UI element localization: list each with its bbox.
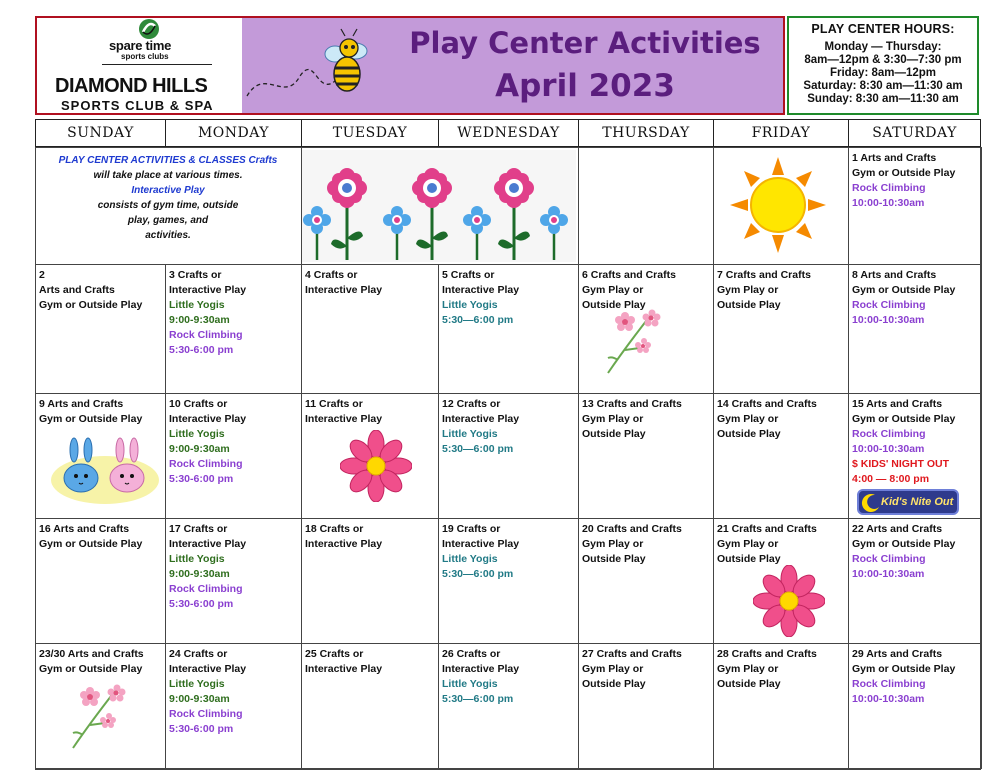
cell-line: 17 Crafts or (169, 523, 228, 535)
day-cell (713, 643, 848, 769)
cell-line: Gym Play or (582, 284, 644, 296)
page-title: Play Center Activities (409, 26, 761, 60)
cell-line: 10:00-10:30am (852, 693, 925, 705)
cell-line: 5 Crafts or (442, 269, 495, 281)
cell-line: Outside Play (582, 428, 646, 440)
day-cell (848, 264, 981, 393)
cell-line: Interactive Play (169, 538, 247, 550)
cell-line: Rock Climbing (169, 329, 243, 341)
cell-line: 28 Crafts and Crafts (717, 648, 817, 660)
cell-line: 14 Crafts and Crafts (717, 398, 817, 410)
pink-daisy-icon (340, 430, 412, 502)
day-cell (578, 147, 713, 264)
day-cell (301, 264, 438, 393)
day-header-wednesday: WEDNESDAY (438, 119, 578, 147)
cell-line: Interactive Play (305, 663, 383, 675)
cell-line: Rock Climbing (169, 458, 243, 470)
cell-line: Outside Play (582, 678, 646, 690)
intro-line: Interactive Play (131, 185, 205, 196)
moon-icon (861, 493, 881, 513)
cell-line: Little Yogis (169, 678, 225, 690)
cell-line: Gym or Outside Play (39, 538, 143, 550)
cell-line: 5:30-6:00 pm (169, 723, 234, 735)
cell-line: 19 Crafts or (442, 523, 501, 535)
cell-line: Rock Climbing (169, 708, 243, 720)
cell-line: 7 Crafts and Crafts (717, 269, 811, 281)
cell-line: 6 Crafts and Crafts (582, 269, 676, 281)
cell-line: Gym or Outside Play (852, 663, 956, 675)
logo-block (37, 18, 242, 113)
cell-line: Outside Play (717, 553, 781, 565)
intro-line: play, games, and (127, 215, 209, 226)
bee-icon (245, 26, 385, 112)
flowers-banner-icon (302, 150, 576, 262)
cell-line: 9:00-9:30am (169, 443, 230, 455)
cell-line: Interactive Play (169, 663, 247, 675)
cell-line: Interactive Play (305, 413, 383, 425)
cell-line: 21 Crafts and Crafts (717, 523, 817, 535)
cell-line: 12 Crafts or (442, 398, 501, 410)
cell-line: Little Yogis (169, 428, 225, 440)
cell-line: 1 Arts and Crafts (852, 152, 937, 164)
cell-line: Rock Climbing (852, 428, 926, 440)
cell-line: Gym or Outside Play (852, 413, 956, 425)
cell-line: Interactive Play (442, 284, 520, 296)
cell-line: Little Yogis (442, 299, 498, 311)
cell-line: Little Yogis (169, 299, 225, 311)
cell-line: Gym or Outside Play (852, 167, 956, 179)
club-name: DIAMOND HILLS (55, 75, 208, 97)
day-cell (713, 393, 848, 518)
cell-line: Gym Play or (582, 538, 644, 550)
cell-line: 10 Crafts or (169, 398, 228, 410)
cell-line: Little Yogis (442, 678, 498, 690)
grid-right-border (980, 147, 982, 769)
day-header-monday: MONDAY (165, 119, 301, 147)
brand-top: spare time (109, 38, 172, 53)
day-cell (848, 518, 981, 643)
day-cell (301, 518, 438, 643)
day-cell (165, 518, 301, 643)
spare-time-logo-icon (138, 18, 160, 40)
cell-line: Rock Climbing (852, 678, 926, 690)
cell-line: 26 Crafts or (442, 648, 501, 660)
cell-line: Outside Play (717, 299, 781, 311)
cell-line: Gym Play or (717, 538, 779, 550)
day-cell (713, 264, 848, 393)
cell-line: 9:00-9:30am (169, 314, 230, 326)
cell-line: Gym Play or (717, 413, 779, 425)
cell-line: Little Yogis (169, 553, 225, 565)
cell-line: 4:00 — 8:00 pm (852, 473, 930, 485)
club-subtitle: SPORTS CLUB & SPA (61, 98, 214, 113)
hours-line: 8am—12pm & 3:30—7:30 pm (804, 54, 962, 66)
cell-line: Little Yogis (442, 428, 498, 440)
cell-line: Gym or Outside Play (852, 284, 956, 296)
cell-line: Interactive Play (442, 413, 520, 425)
day-cell (165, 264, 301, 393)
cell-line: 10:00-10:30am (852, 443, 925, 455)
cell-line: Interactive Play (442, 663, 520, 675)
cell-line: 9:00-9:30am (169, 693, 230, 705)
cell-line: 9 Arts and Crafts (39, 398, 124, 410)
cell-line: Rock Climbing (852, 553, 926, 565)
kids-nite-out-badge (857, 489, 959, 515)
cell-line: Rock Climbing (852, 182, 926, 194)
day-cell (301, 643, 438, 769)
cell-line: 5:30—6:00 pm (442, 568, 514, 580)
cell-line: Interactive Play (305, 284, 383, 296)
intro-line: PLAY CENTER ACTIVITIES & CLASSES Crafts (58, 155, 278, 166)
cell-line: Interactive Play (442, 538, 520, 550)
cell-line: Outside Play (582, 553, 646, 565)
cell-line: Gym Play or (717, 284, 779, 296)
day-cell (578, 518, 713, 643)
cell-line: Gym or Outside Play (852, 538, 956, 550)
day-cell (438, 264, 578, 393)
day-header-thursday: THURSDAY (578, 119, 713, 147)
cell-line: Outside Play (582, 299, 646, 311)
sun-icon (728, 155, 828, 255)
bunnies-icon (50, 436, 160, 506)
day-cell (35, 518, 165, 643)
cell-line: 5:30—6:00 pm (442, 314, 514, 326)
cell-line: Little Yogis (442, 553, 498, 565)
brand-divider (102, 64, 212, 65)
hours-line: Monday — Thursday: (824, 41, 942, 53)
cell-line: Gym Play or (717, 663, 779, 675)
day-cell (578, 393, 713, 518)
cell-line: 10:00-10:30am (852, 197, 925, 209)
cell-line: 9:00-9:30am (169, 568, 230, 580)
pink-daisy-icon (753, 565, 825, 637)
cell-line: Rock Climbing (852, 299, 926, 311)
day-header-sunday: SUNDAY (35, 119, 165, 147)
intro-line: consists of gym time, outside (97, 200, 239, 211)
day-header-saturday: SATURDAY (848, 119, 981, 147)
cell-line: 5:30-6:00 pm (169, 344, 234, 356)
day-cell (438, 518, 578, 643)
cell-line: Gym Play or (582, 413, 644, 425)
cell-line: 16 Arts and Crafts (39, 523, 130, 535)
day-header-tuesday: TUESDAY (301, 119, 438, 147)
cell-line: 5:30—6:00 pm (442, 443, 514, 455)
day-cell (438, 643, 578, 769)
cell-line: 23/30 Arts and Crafts (39, 648, 144, 660)
day-cell (165, 393, 301, 518)
intro-line: will take place at various times. (93, 170, 243, 181)
cell-line: Arts and Crafts (39, 284, 115, 296)
cell-line: 29 Arts and Crafts (852, 648, 943, 660)
cell-line: Interactive Play (169, 413, 247, 425)
cell-line: 5:30-6:00 pm (169, 598, 234, 610)
cell-line: Rock Climbing (169, 583, 243, 595)
cell-line: Outside Play (717, 428, 781, 440)
hours-panel (787, 16, 979, 115)
intro-line: activities. (145, 230, 191, 241)
cell-line: 25 Crafts or (305, 648, 364, 660)
cell-line: 13 Crafts and Crafts (582, 398, 682, 410)
page-subtitle-month: April 2023 (495, 68, 675, 104)
cell-line: Gym or Outside Play (39, 413, 143, 425)
cell-line: 27 Crafts and Crafts (582, 648, 682, 660)
day-cell (848, 643, 981, 769)
day-cell (35, 264, 165, 393)
flower-branch-icon (600, 308, 670, 378)
cell-line: Gym or Outside Play (39, 663, 143, 675)
hours-line: Saturday: 8:30 am—11:30 am (803, 80, 963, 92)
day-header-friday: FRIDAY (713, 119, 848, 147)
hours-title: PLAY CENTER HOURS: (811, 22, 955, 36)
cell-line: 2 (39, 269, 45, 281)
hours-line: Friday: 8am—12pm (829, 67, 937, 79)
cell-line: 3 Crafts or (169, 269, 222, 281)
cell-line: $ KIDS' NIGHT OUT (852, 458, 950, 470)
cell-line: 5:30-6:00 pm (169, 473, 234, 485)
intro-note (37, 149, 299, 264)
day-cell (848, 147, 981, 264)
cell-line: 4 Crafts or (305, 269, 358, 281)
day-cell (438, 393, 578, 518)
kids-nite-out-text: Kid's Nite Out (881, 496, 954, 508)
cell-line: 15 Arts and Crafts (852, 398, 943, 410)
cell-line: Interactive Play (169, 284, 247, 296)
cell-line: 10:00-10:30am (852, 568, 925, 580)
cell-line: 5:30—6:00 pm (442, 693, 514, 705)
cell-line: Gym Play or (582, 663, 644, 675)
cell-line: 18 Crafts or (305, 523, 364, 535)
cell-line: Gym or Outside Play (39, 299, 143, 311)
cell-line: 22 Arts and Crafts (852, 523, 943, 535)
cell-line: 11 Crafts or (305, 398, 363, 410)
grid-bottom-border (35, 768, 981, 770)
cell-line: Outside Play (717, 678, 781, 690)
cell-line: 20 Crafts and Crafts (582, 523, 682, 535)
day-cell (578, 643, 713, 769)
hours-line: Sunday: 8:30 am—11:30 am (807, 93, 959, 105)
day-cell (165, 643, 301, 769)
cell-line: 24 Crafts or (169, 648, 228, 660)
cell-line: 8 Arts and Crafts (852, 269, 937, 281)
brand-sub: sports clubs (121, 52, 169, 61)
flower-branch-icon (65, 683, 135, 753)
cell-line: 10:00-10:30am (852, 314, 925, 326)
cell-line: Interactive Play (305, 538, 383, 550)
